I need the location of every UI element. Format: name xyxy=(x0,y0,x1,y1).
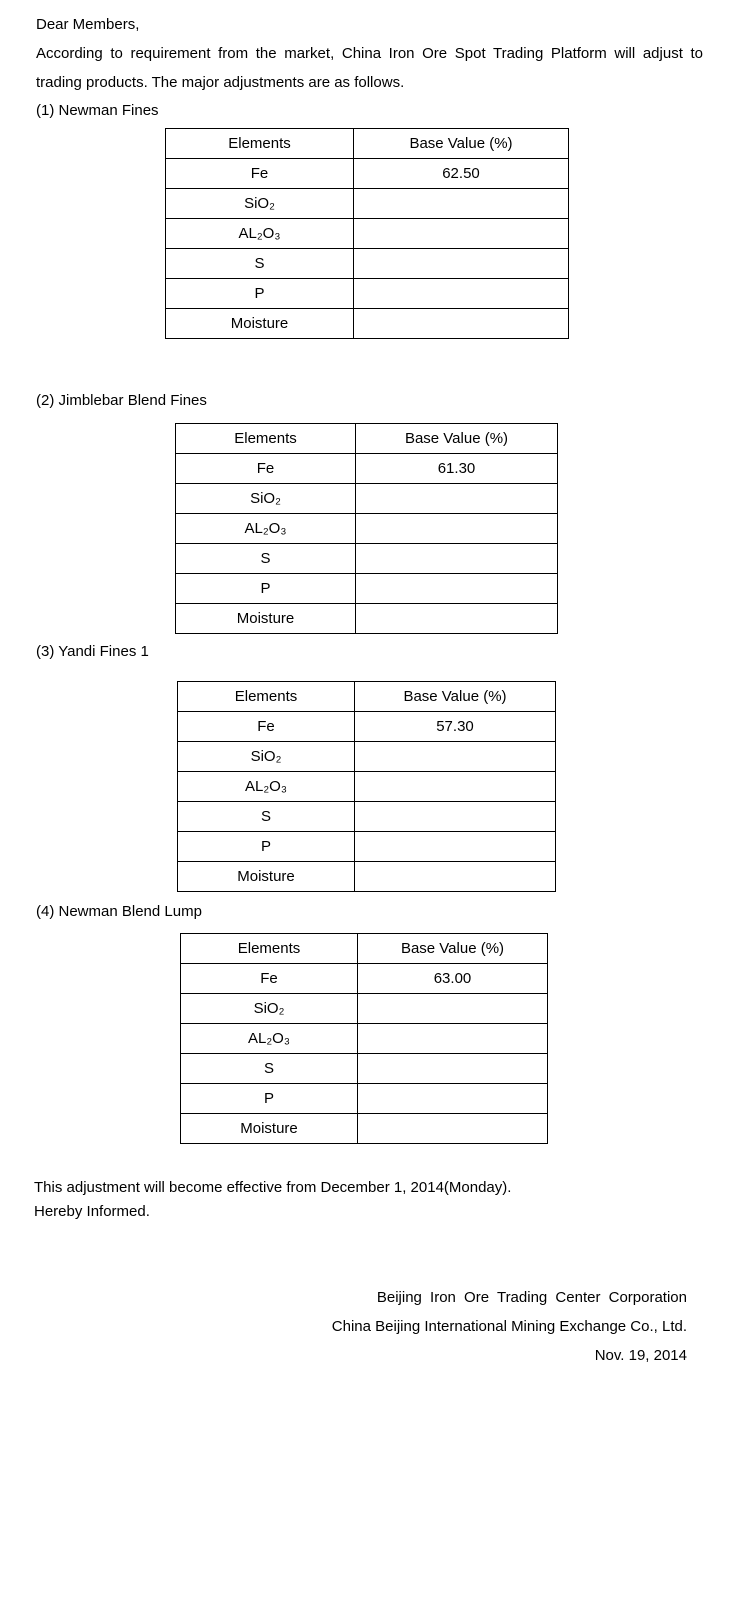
section-4-table xyxy=(180,933,548,1144)
table-row xyxy=(178,712,556,742)
element-name: AL₂O₃ xyxy=(166,219,354,249)
element-value xyxy=(356,604,558,634)
table-row xyxy=(166,249,569,279)
element-value: 63.00 xyxy=(358,964,548,994)
element-name: SiO₂ xyxy=(181,994,358,1024)
table-header-row xyxy=(176,424,558,454)
table-row xyxy=(181,994,548,1024)
element-value xyxy=(358,1114,548,1144)
section-2-table xyxy=(175,423,558,634)
table-row xyxy=(176,544,558,574)
element-name: Fe xyxy=(181,964,358,994)
closing-note: Hereby Informed. xyxy=(34,1203,150,1220)
intro-paragraph-line-1: According to requirement from the market, China Iron Ore Spot Trading Platform will adjust to xyxy=(36,45,703,62)
element-value xyxy=(355,772,556,802)
table-row xyxy=(176,454,558,484)
table-header-elements: Elements xyxy=(181,934,358,964)
element-value xyxy=(356,484,558,514)
table-row xyxy=(178,802,556,832)
table-header-row xyxy=(181,934,548,964)
section-3-table xyxy=(177,681,556,892)
table-row xyxy=(166,189,569,219)
element-value xyxy=(356,544,558,574)
element-name: AL₂O₃ xyxy=(181,1024,358,1054)
table-row xyxy=(181,1114,548,1144)
element-value xyxy=(355,742,556,772)
element-name: SiO₂ xyxy=(178,742,355,772)
table-header-base-value: Base Value (%) xyxy=(356,424,558,454)
table-row xyxy=(178,832,556,862)
element-value: 57.30 xyxy=(355,712,556,742)
table-row xyxy=(166,159,569,189)
table-header-base-value: Base Value (%) xyxy=(355,682,556,712)
table-header-elements: Elements xyxy=(178,682,355,712)
salutation: Dear Members, xyxy=(36,16,140,33)
table-row xyxy=(178,862,556,892)
element-value xyxy=(355,802,556,832)
element-name: Moisture xyxy=(176,604,356,634)
table-header-elements: Elements xyxy=(166,129,354,159)
table-row xyxy=(176,604,558,634)
signature-date: Nov. 19, 2014 xyxy=(594,1347,687,1364)
element-value xyxy=(358,1024,548,1054)
element-value xyxy=(356,574,558,604)
element-value xyxy=(354,279,569,309)
element-name: SiO₂ xyxy=(166,189,354,219)
table-header-row xyxy=(166,129,569,159)
element-value: 61.30 xyxy=(356,454,558,484)
element-value xyxy=(354,189,569,219)
table-header-base-value: Base Value (%) xyxy=(358,934,548,964)
table-header-base-value: Base Value (%) xyxy=(354,129,569,159)
element-name: Moisture xyxy=(178,862,355,892)
signature-block xyxy=(332,1283,687,1370)
table-row xyxy=(178,742,556,772)
section-4-label: (4) Newman Blend Lump xyxy=(36,903,202,920)
element-value xyxy=(358,994,548,1024)
element-value: 62.50 xyxy=(354,159,569,189)
element-name: P xyxy=(176,574,356,604)
element-value xyxy=(356,514,558,544)
signature-company-line-2: China Beijing International Mining Exchange Co., Ltd. xyxy=(331,1318,687,1335)
table-row xyxy=(166,309,569,339)
table-row xyxy=(176,514,558,544)
effective-note: This adjustment will become effective from December 1, 2014(Monday). xyxy=(34,1179,512,1196)
table-row xyxy=(166,219,569,249)
element-value xyxy=(354,219,569,249)
element-name: SiO₂ xyxy=(176,484,356,514)
element-name: S xyxy=(178,802,355,832)
element-name: Fe xyxy=(178,712,355,742)
element-name: AL₂O₃ xyxy=(178,772,355,802)
element-value xyxy=(358,1054,548,1084)
signature-company-line-1: Beijing Iron Ore Trading Center Corporation xyxy=(376,1289,687,1306)
element-name: Fe xyxy=(176,454,356,484)
table-header-elements: Elements xyxy=(176,424,356,454)
table-row xyxy=(166,279,569,309)
element-name: Moisture xyxy=(181,1114,358,1144)
element-name: P xyxy=(178,832,355,862)
element-name: AL₂O₃ xyxy=(176,514,356,544)
section-3-label: (3) Yandi Fines 1 xyxy=(36,643,149,660)
element-name: P xyxy=(181,1084,358,1114)
table-header-row xyxy=(178,682,556,712)
table-row xyxy=(176,574,558,604)
element-value xyxy=(354,309,569,339)
table-row xyxy=(181,964,548,994)
section-1-table xyxy=(165,128,569,339)
element-name: S xyxy=(181,1054,358,1084)
element-value xyxy=(355,862,556,892)
section-1-label: (1) Newman Fines xyxy=(36,102,159,119)
element-name: S xyxy=(166,249,354,279)
element-value xyxy=(354,249,569,279)
table-row xyxy=(181,1084,548,1114)
element-name: Fe xyxy=(166,159,354,189)
table-row xyxy=(181,1024,548,1054)
intro-paragraph-line-2: trading products. The major adjustments are as follows. xyxy=(36,74,405,91)
element-name: S xyxy=(176,544,356,574)
table-row xyxy=(181,1054,548,1084)
element-value xyxy=(355,832,556,862)
element-name: P xyxy=(166,279,354,309)
section-2-label: (2) Jimblebar Blend Fines xyxy=(36,392,207,409)
table-row xyxy=(176,484,558,514)
element-name: Moisture xyxy=(166,309,354,339)
table-row xyxy=(178,772,556,802)
element-value xyxy=(358,1084,548,1114)
